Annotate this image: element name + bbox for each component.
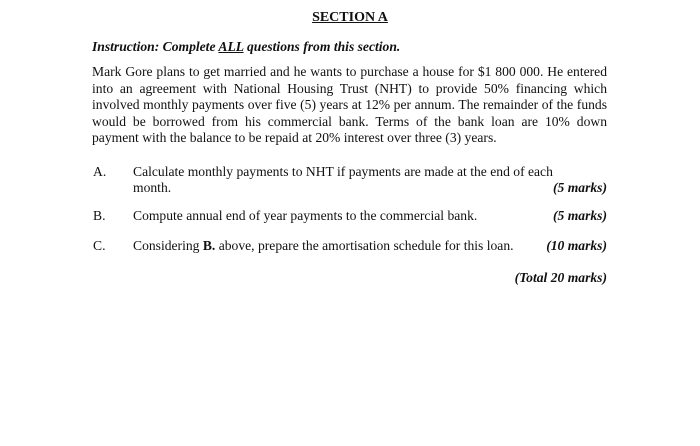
question-c-marks: (10 marks) — [546, 238, 607, 253]
total-marks: (Total 20 marks) — [514, 270, 607, 285]
question-c-post: above, prepare the amortisation schedule for this loan. — [215, 238, 514, 253]
question-a-text: Calculate monthly payments to NHT if payments are made at the end of each month. — [133, 164, 553, 195]
question-c-ref: B. — [202, 238, 216, 253]
question-a-marks: (5 marks) — [553, 180, 607, 195]
instruction-pre: Instruction: Complete — [92, 39, 219, 54]
scenario-paragraph: Mark Gore plans to get married and he wants to purchase a house for $1 800 000. He entered into an agreement with National Housing Trust (NHT) to provide 50% financing which involved monthly payments over five (5) years at 12% per annum. The remainder of the funds would be borrowed from his commercial bank. Terms of the bank loan are 10% down payment with the balance to be repaid at 20% interest over three (3) years. — [92, 64, 607, 146]
section-title: SECTION A — [312, 10, 388, 25]
instruction-post: questions from this section. — [243, 39, 401, 54]
question-b-text: Compute annual end of year payments to the commercial bank. — [133, 208, 478, 223]
question-b-letter: B. — [93, 208, 106, 223]
question-c-pre: Considering — [133, 238, 203, 253]
instruction-emph: ALL — [218, 39, 244, 54]
question-a-letter: A. — [93, 164, 107, 179]
question-c-letter: C. — [93, 238, 106, 253]
question-b-marks: (5 marks) — [553, 208, 607, 223]
instruction — [92, 39, 400, 55]
question-c-text — [133, 238, 553, 254]
